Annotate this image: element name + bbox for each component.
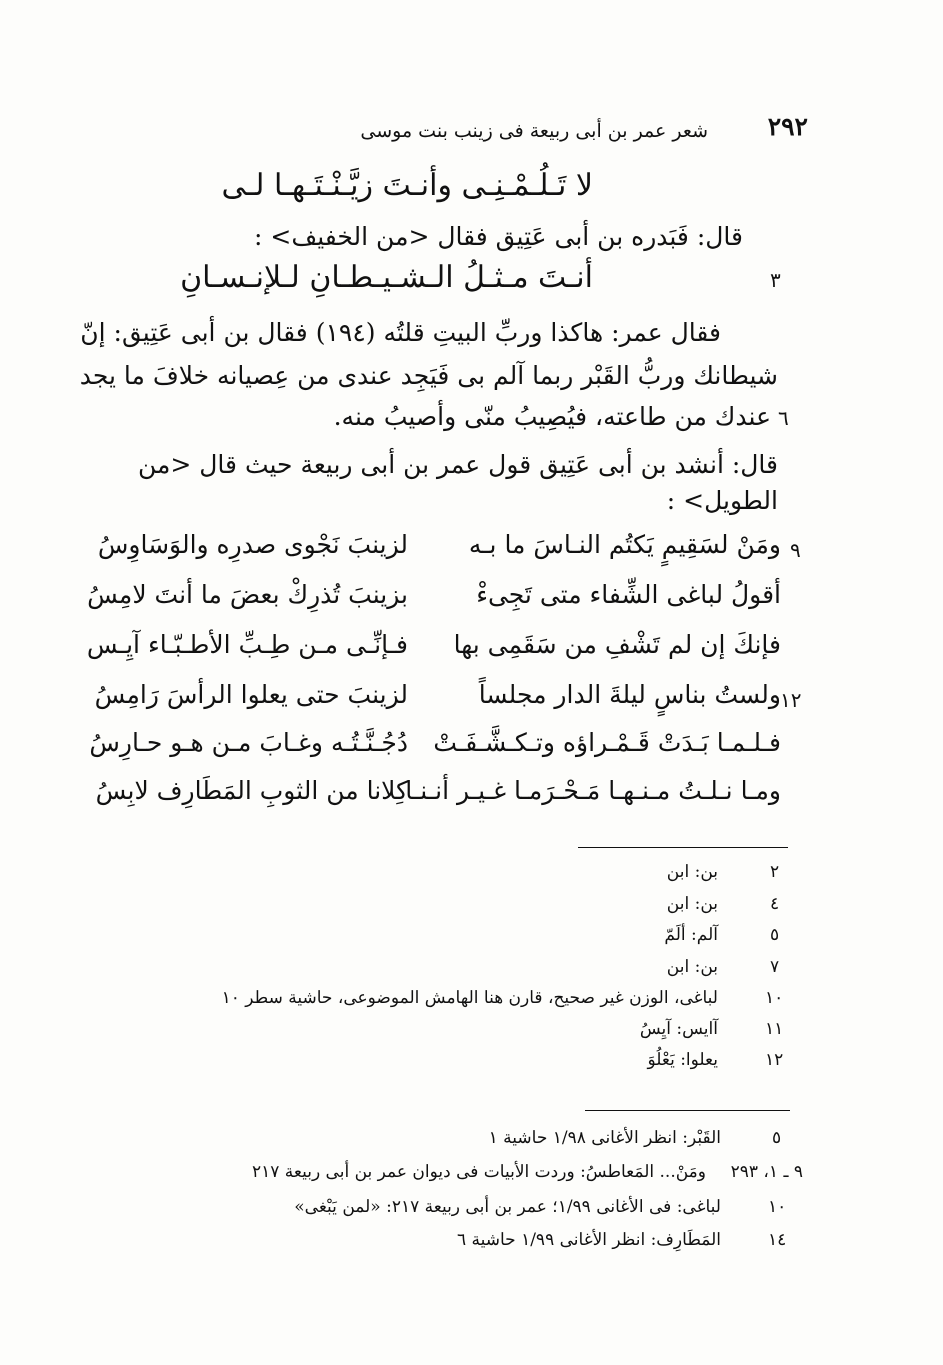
hemistich-left: بزينبَ تُذرِكْ بعضَ ما أنتَ لامِسُ xyxy=(87,580,408,609)
apparatus-text: بن: ابن xyxy=(666,957,718,977)
footnote-rule xyxy=(585,1110,790,1111)
footnote-num: ١٠ xyxy=(768,1197,787,1217)
hemistich-left: لزينبَ حتى يعلوا الرأسَ رَامِسُ xyxy=(94,680,408,709)
apparatus-text: بن: ابن xyxy=(666,894,718,914)
footnote-num: ١٤ xyxy=(768,1230,787,1250)
apparatus-text: يعلوا: يَعْلُوَ xyxy=(647,1050,718,1070)
running-title: شعر عمر بن أبى ربيعة فى زينب بنت موسى xyxy=(360,120,708,142)
prose-line: قال: فَبَدره بن أبى عَتِيق فقال <من الخفيف> : xyxy=(254,222,743,251)
apparatus-num: ١٠ xyxy=(765,988,784,1008)
apparatus-text: آلم: ألَمّ xyxy=(664,925,718,945)
apparatus-num: ٤ xyxy=(770,894,780,914)
footnote-text: المَطَارِف: انظر الأغانى ١/٩٩ حاشية ٦ xyxy=(456,1230,721,1250)
apparatus-rule xyxy=(578,847,788,848)
apparatus-num: ٢ xyxy=(770,862,780,882)
footnote-text: ومَنْ... المَعاطسُ: وردت الأبيات فى ديوان عمر بن أبى ربيعة ٢١٧ xyxy=(251,1162,706,1182)
line-number: ٩ xyxy=(790,538,801,562)
line-number: ٣ xyxy=(770,268,781,292)
footnote-num: ٩ ـ ١، ٢٩٣ xyxy=(730,1162,803,1182)
hemistich-left: فـإنِّـى مـن طِـبِّ الأطـبّـاء آيِـس xyxy=(86,630,408,659)
footnote-text: لباغى: فى الأغانى ١/٩٩؛ عمر بن أبى ربيعة ٢١٧: «لمن يَبْغى» xyxy=(294,1197,721,1217)
prose-line: عندك من طاعته، فيُصِيبُ منّى وأصيبُ منه. xyxy=(333,402,771,431)
prose-line: الطويل> : xyxy=(666,486,778,515)
line-number: ٦ xyxy=(778,406,789,430)
hemistich-right: فـلـمـا بَـدَتْ قَـمْـراؤه وتـكـشَّـفَـتْ xyxy=(433,728,781,757)
prose-line: فقال عمر: هاكذا وربِّ البيتِ قلتُه (١٩٤) فقال بن أبى عَتِيق: إنّ xyxy=(80,318,721,347)
hemistich-right: أقولُ لباغى الشِّفاء متى تَجِىءْ xyxy=(476,580,781,609)
hemistich-right: ومَنْ لسَقِيمٍ يَكتُم النـاسَ ما بـه xyxy=(468,530,781,559)
footnote-text: القَبْر: انظر الأغانى ١/٩٨ حاشية ١ xyxy=(488,1128,721,1148)
hemistich-right: فإنكَ إن لم تَشْفِ من سَقَمِى بها xyxy=(453,630,781,659)
apparatus-num: ٧ xyxy=(770,957,780,977)
verse-line: لا تَـلُـمْـنِـى وأنـتَ زيَّـنْـتَـهـا لـى xyxy=(221,168,593,203)
prose-line: قال: أنشد بن أبى عَتِيق قول عمر بن أبى ربيعة حيث قال <من xyxy=(137,450,778,479)
apparatus-text: آايس: آيِسُ xyxy=(639,1019,718,1039)
verse-line: أنـتَ مـثـلُ الـشـيـطـانِ لـلإنـسـانِ xyxy=(180,260,593,295)
page-number: ٢٩٢ xyxy=(767,112,808,141)
apparatus-text: لباغى، الوزن غير صحيح، قارن هنا الهامش الموضوعى، حاشية سطر ١٠ xyxy=(221,988,718,1008)
line-number: ١٢ xyxy=(780,688,802,712)
apparatus-num: ٥ xyxy=(770,925,780,945)
hemistich-right: ومـا نـلـتُ مـنـهـا مَـحْـرَمـا غـيـر أنـنـا xyxy=(405,776,781,805)
footnote-num: ٥ xyxy=(772,1128,782,1148)
apparatus-num: ١٢ xyxy=(765,1050,784,1070)
apparatus-text: بن: ابن xyxy=(666,862,718,882)
prose-line: شيطانك وربُّ القَبْر ربما آلم بى فَيَجِد عندى من عِصيانه خلافَ ما يجد xyxy=(79,361,778,390)
apparatus-num: ١١ xyxy=(765,1019,784,1039)
hemistich-left: كِلانا من الثوبِ المَطَارِف لابِسُ xyxy=(95,776,408,805)
hemistich-left: لزينبَ نَجْوى صدرِه والوَسَاوِسُ xyxy=(97,530,408,559)
hemistich-left: دُجُـنَّـتُـه وغـابَ مـن هـو حـارِسُ xyxy=(89,728,408,757)
hemistich-right: ولستُ بناسٍ ليلةَ الدار مجلساً xyxy=(478,680,781,709)
